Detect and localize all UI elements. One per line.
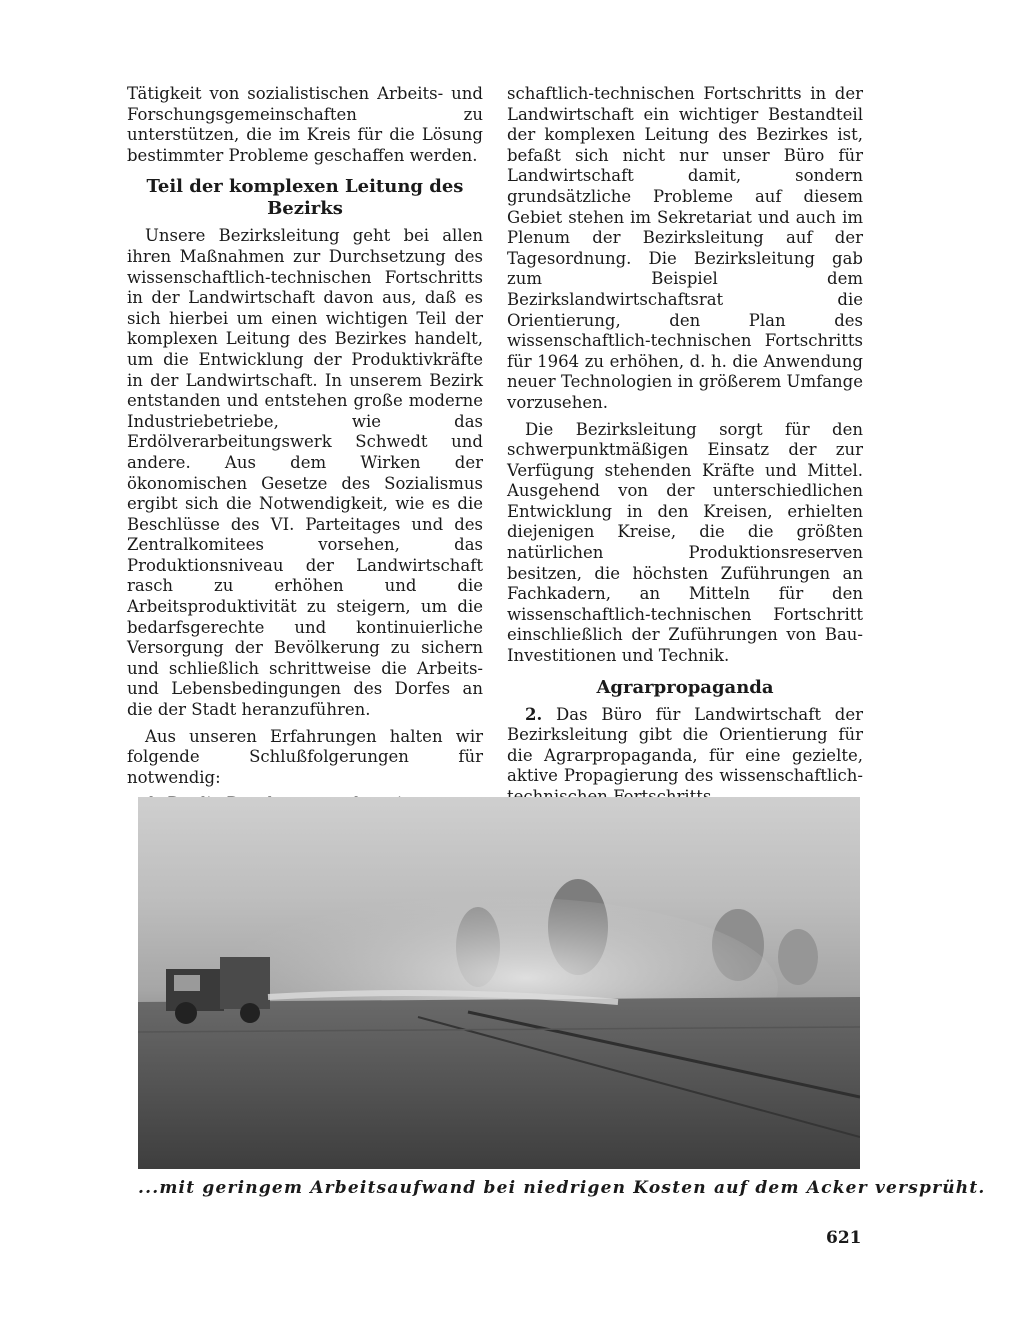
sprayer-tank: [220, 957, 270, 1009]
field-ground: [138, 997, 860, 1169]
paragraph-numbered: [507, 705, 863, 808]
section-heading: Teil der komplexen Leitung des Bezirks: [146, 176, 464, 220]
photo-caption: ...mit geringem Arbeitsaufwand bei niedrigen Kosten auf dem Acker versprüht.: [138, 1178, 986, 1198]
section-heading: Agrarpropaganda: [596, 676, 774, 698]
left-column: [127, 84, 483, 815]
tractor-wheel: [175, 1002, 197, 1024]
paragraph: Die Bezirksleitung sorgt für den schwerpunktmäßigen Einsatz der zur Verfügung stehenden Kräfte und Mittel. Ausgehend von der unterschiedlichen Entwicklung in den Kreisen, erhielten diejenigen Kreise, die die größten natürlichen Produktionsreserven besitzen, die höchsten Zuführungen an Fachkadern, an Mitteln für den wissenschaftlich-technischen Fortschritt einschließlich der Zuführungen von Bau-Investitionen und Technik.: [507, 419, 863, 666]
field-photo: [138, 797, 860, 1169]
paragraph: Unsere Bezirksleitung geht bei allen ihren Maßnahmen zur Durchsetzung des wissenschaftlich-technischen Fortschritts in der Landwirtschaft davon aus, daß es sich hierbei um einen wichtigen Teil der komplexen Leitung des Bezirkes handelt, um die Entwicklung der Produktivkräfte in der Landwirtschaft. In unserem Bezirk entstanden und entstehen große moderne Industriebetriebe, wie das Erdölverarbeitungswerk Schwedt und andere. Aus dem Wirken der ökonomischen Gesetze des Sozialismus ergibt sich die Notwendigkeit, wie es die Beschlüsse des VI. Parteitages und des Zentralkomitees vorsehen, das Produktionsniveau der Landwirtschaft rasch zu erhöhen und die Arbeitsproduktivität zu steigern, um die bedarfsgerechte und kontinuierliche Versorgung der Bevölkerung zu sichern und schließlich schrittweise die Arbeits- und Lebensbedingungen des Dorfes an die der Stadt heranzuführen.: [127, 226, 483, 720]
paragraph: schaftlich-technischen Fortschritts in der Landwirtschaft ein wichtiger Bestandteil der komplexen Leitung des Bezirkes ist, befaßt sich nicht nur unser Büro für Landwirtschaft damit, sondern grundsätzliche Probleme auf diesem Gebiet stehen im Sekretariat und auch im Plenum der Bezirksleitung auf der Tagesordnung. Die Bezirksleitung gab zum Beispiel dem Bezirkslandwirtschaftsrat die Orientierung, den Plan des wissenschaftlich-technischen Fortschritts für 1964 zu erhöhen, d. h. die Anwendung neuer Technologien in größerem Umfange vorzusehen.: [507, 84, 863, 412]
paragraph: Tätigkeit von sozialistischen Arbeits- und Forschungsgemeinschaften zu unterstützen, die im Kreis für die Lösung bestimmter Probleme geschaffen werden.: [127, 84, 483, 165]
photo-illustration: [138, 797, 860, 1169]
tree: [778, 929, 818, 985]
page-number: 621: [826, 1228, 862, 1248]
tractor-window: [174, 975, 200, 991]
right-column: [507, 84, 863, 808]
list-number: 2.: [525, 704, 543, 724]
paragraph: Aus unseren Erfahrungen halten wir folgende Schlußfolgerungen für notwendig:: [127, 726, 483, 787]
tractor-wheel: [240, 1003, 260, 1023]
paragraph-text: Das Büro für Landwirtschaft der Bezirksleitung gibt die Orientierung für die Agrarpropaganda, für eine gezielte, aktive Propagierung des wissenschaftlich-: [507, 704, 864, 786]
